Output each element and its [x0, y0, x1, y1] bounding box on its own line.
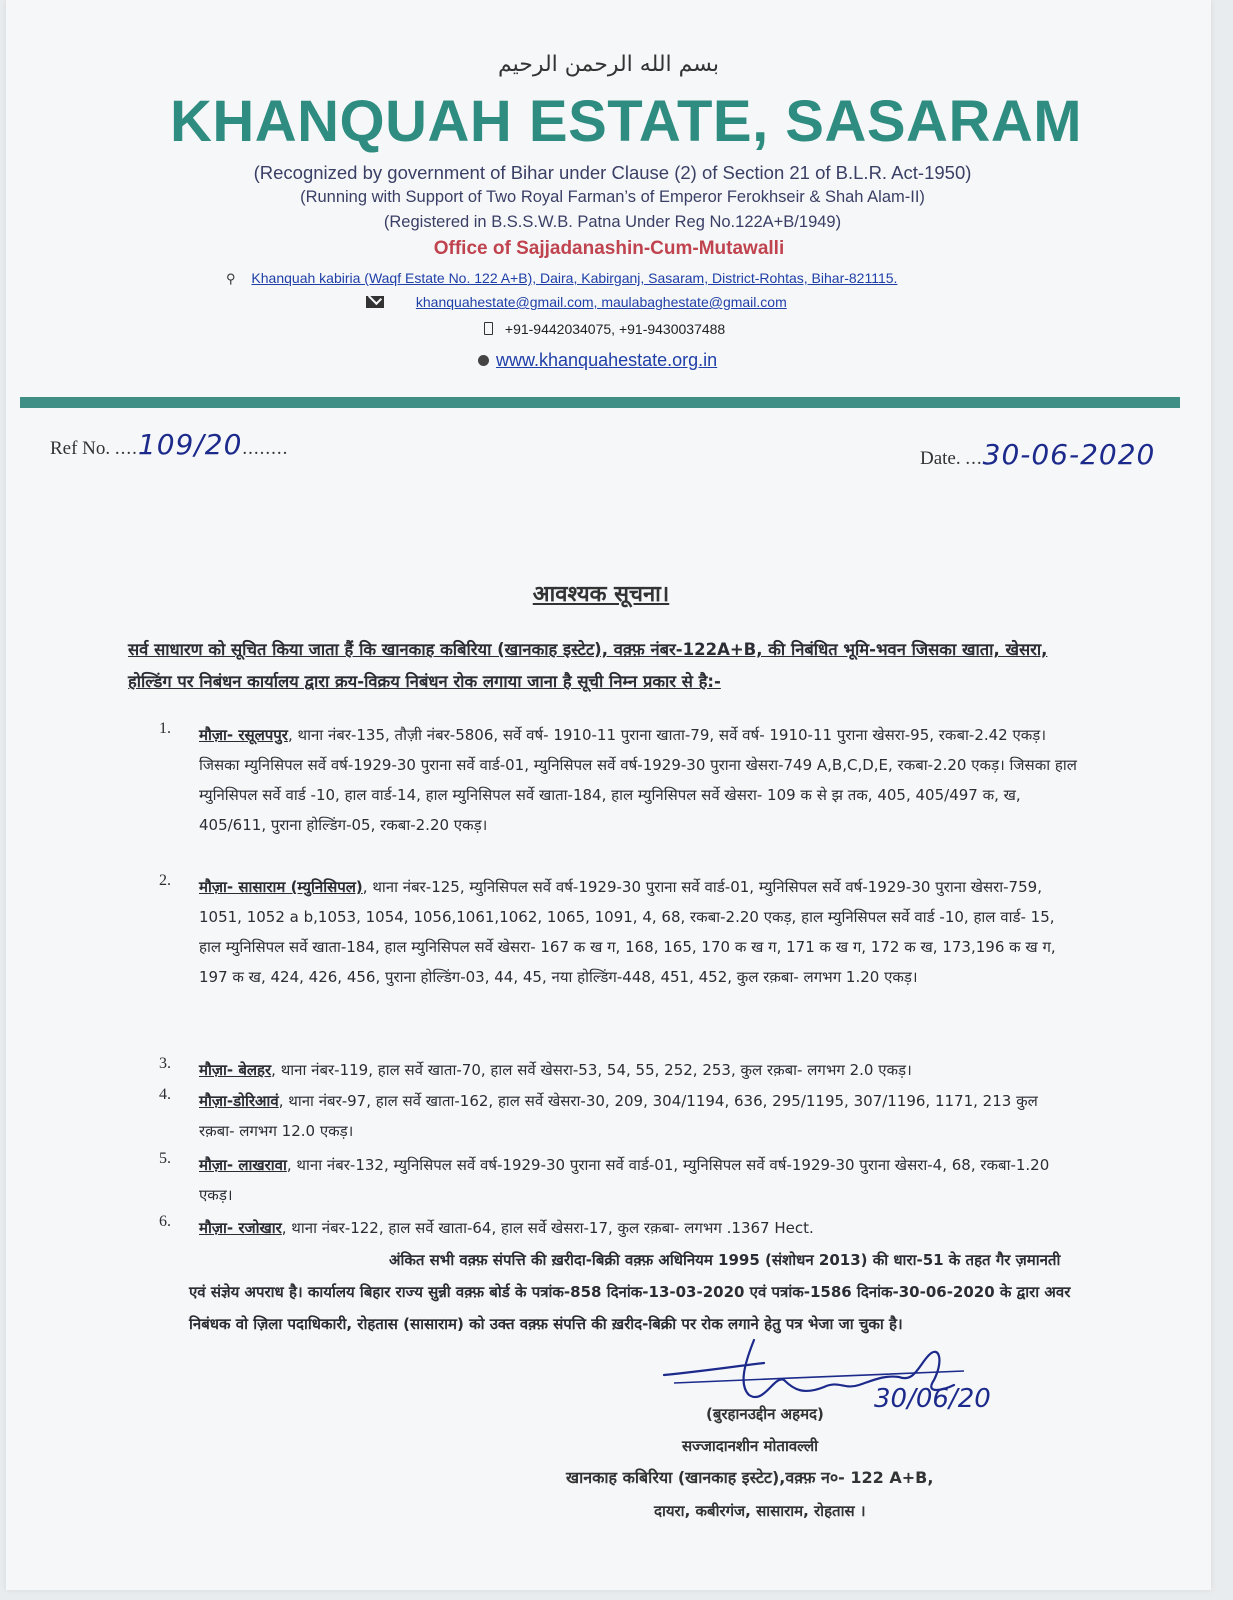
- signatory-name: (बुरहानउद्दीन अहमद): [706, 1405, 824, 1423]
- list-item: [159, 1213, 1077, 1243]
- farman-line: (Running with Support of Two Royal Farman’s of Emperor Ferokhseir & Shah Alam-II): [300, 188, 925, 206]
- phone-line: [484, 321, 725, 337]
- letter-page: [6, 0, 1211, 1590]
- address-text[interactable]: Khanquah kabiria (Waqf Estate No. 122 A+B), Daira, Kabirganj, Sasaram, District-Rohtas, Bihar-821115.: [251, 270, 898, 286]
- ref-value: 109/20: [137, 428, 243, 461]
- date-value: 30-06-2020: [982, 438, 1156, 471]
- item-number: 5.: [159, 1150, 171, 1167]
- mauza-name: मौज़ा- रजोखार: [199, 1219, 282, 1237]
- list-item: [159, 1150, 1077, 1210]
- closing-paragraph: अंकित सभी वक़्फ़ संपत्ति की ख़रीदा-बिक्री वक़्फ़ अधिनियम 1995 (संशोधन 2013) की धारा-51 के तहत गैर ज़मानती एवं संज्ञेय अपराध है। कार्यालय बिहार राज्य सुन्नी वक़्फ़ बोर्ड के पत्रांक-858 दिनांक-13-03-2020 एवं पत्रांक-1586 दिनांक-30-06-2020 के द्वारा अवर निबंधक वो ज़िला पदाधिकारी, रोहतास (सासाराम) को उक्त वक़्फ़ संपत्ति की ख़रीद-बिक्री पर रोक लगाने हेतु पत्र भेजा जा चुका है।: [189, 1251, 1071, 1333]
- mauza-name: मौज़ा- बेलहर: [199, 1061, 272, 1079]
- estate-title: KHANQUAH ESTATE, SASARAM: [169, 89, 1083, 154]
- phone-numbers: +91-9442034075, +91-9430037488: [504, 321, 726, 337]
- list-item: [159, 1055, 1077, 1085]
- registration-line: (Registered in B.S.S.W.B. Patna Under Reg No.122A+B/1949): [383, 213, 842, 231]
- signature-date: 30/06/20: [874, 1384, 991, 1414]
- item-number: 1.: [159, 720, 171, 737]
- list-item: [159, 720, 1077, 840]
- mauza-name: मौज़ा- लाखरावा: [199, 1156, 287, 1174]
- signatory-designation: सज्जादानशीन मोतावल्ली: [682, 1437, 818, 1455]
- date-field: Date. ...30-06-2020: [920, 438, 1156, 471]
- email-line: [366, 294, 787, 310]
- website-line: [478, 350, 717, 371]
- notice-intro: सर्व साधारण को सूचित किया जाता हैं कि खानकाह कबिरिया (खानकाह इस्टेट), वक़्फ़ नंबर-122A+B, की निबंधित भूमि-भवन जिसका खाता, खेसरा, होल्डिंग पर निबंधन कार्यालय द्वारा क्रय-विक्रय निबंधन रोक लगाया जाना है सूची निम्न प्रकार से है:-: [128, 640, 1048, 691]
- bismillah: بسم الله الرحمن الرحيم: [497, 52, 720, 77]
- signatory-place: दायरा, कबीरगंज, सासाराम, रोहतास ।: [654, 1502, 866, 1520]
- date-label: Date.: [920, 448, 961, 469]
- mauza-name: मौज़ा- रसूलपपुर: [199, 726, 288, 744]
- recognition-line: (Recognized by government of Bihar under Clause (2) of Section 21 of B.L.R. Act-1950): [253, 162, 972, 183]
- envelope-icon: [366, 296, 384, 308]
- list-item: [159, 1086, 1077, 1146]
- item-number: 3.: [159, 1055, 171, 1072]
- website-link[interactable]: www.khanquahestate.org.in: [496, 350, 718, 370]
- item-number: 4.: [159, 1086, 171, 1103]
- item-details: , थाना नंबर-135, तौज़ी नंबर-5806, सर्वे वर्ष- 1910-11 पुराना खाता-79, सर्वे वर्ष- 1910-11 पुराना खेसरा-95, रकबा-2.42 एकड़। जिसका म्युनिसिपल सर्वे वर्ष-1929-30 पुराना सर्वे वार्ड-01, म्युनिसिपल सर्वे वर्ष-1929-30 पुराना खेसरा-749 A,B,C,D,E, रकबा-2.20 एकड़। जिसका हाल म्युनिसिपल सर्वे वार्ड -10, हाल वार्ड-14, हाल म्युनिसिपल सर्वे खाता-184, हाल म्युनिसिपल सर्वे खेसरा- 109 क से झ तक, 405, 405/497 क, ख, 405/611, पुराना होल्डिंग-05, रकबा-2.20 एकड़।: [199, 726, 1077, 834]
- ref-number-field: Ref No. ....109/20........: [50, 428, 289, 461]
- globe-icon: [478, 355, 489, 366]
- email-links[interactable]: khanquahestate@gmail.com, maulabaghestate@gmail.com: [415, 294, 787, 310]
- office-title: Office of Sajjadanashin-Cum-Mutawalli: [433, 238, 785, 259]
- item-details: , थाना नंबर-132, म्युनिसिपल सर्वे वर्ष-1929-30 पुराना सर्वे वार्ड-01, म्युनिसिपल सर्वे वर्ष-1929-30 पुराना खेसरा-4, 68, रकबा-1.20 एकड़।: [199, 1156, 1050, 1204]
- item-number: 2.: [159, 872, 171, 889]
- mobile-phone-icon: [484, 322, 493, 335]
- header-divider: [20, 397, 1180, 408]
- item-details: , थाना नंबर-125, म्युनिसिपल सर्वे वर्ष-1929-30 पुराना सर्वे वार्ड-01, म्युनिसिपल सर्वे वर्ष-1929-30 पुराना खेसरा-759, 1051, 1052 a b,1053, 1054, 1056,1061,1062, 1065, 1091, 4, 68, रकबा-2.20 एकड़, हाल म्युनिसिपल सर्वे वार्ड -10, हाल वार्ड- 15, हाल म्युनिसिपल सर्वे खाता-184, हाल म्युनिसिपल सर्वे खेसरा- 167 क ख ग, 168, 165, 170 क ख ग, 171 क ख ग, 172 क ख, 173,196 क ख ग, 197 क ख, 424, 426, 456, पुराना होल्डिंग-03, 44, 45, नया होल्डिंग-448, 451, 452, कुल रक़बा- लगभग 1.20 एकड़।: [199, 878, 1056, 986]
- item-number: 6.: [159, 1213, 171, 1230]
- address-line: [226, 270, 897, 287]
- ref-label: Ref No.: [50, 438, 111, 459]
- notice-heading: आवश्यक सूचना।: [532, 582, 670, 607]
- mauza-name: मौज़ा-डोरिआवं: [199, 1092, 279, 1110]
- signatory-organization: खानकाह कबिरिया (खानकाह इस्टेट),वक़्फ़ न०- 122 A+B,: [566, 1468, 934, 1487]
- item-details: , थाना नंबर-119, हाल सर्वे खाता-70, हाल सर्वे खेसरा-53, 54, 55, 252, 253, कुल रक़बा- लगभग 2.0 एकड़।: [271, 1061, 912, 1079]
- item-details: , थाना नंबर-97, हाल सर्वे खाता-162, हाल सर्वे खेसरा-30, 209, 304/1194, 636, 295/1195, 307/1196, 1171, 213 कुल रक़बा- लगभग 12.0 एकड़।: [199, 1092, 1038, 1140]
- location-pin-icon: ⚲: [226, 271, 236, 286]
- item-details: , थाना नंबर-122, हाल सर्वे खाता-64, हाल सर्वे खेसरा-17, कुल रक़बा- लगभग .1367 Hect.: [281, 1219, 814, 1237]
- list-item: [159, 872, 1077, 992]
- mauza-name: मौज़ा- सासाराम (म्युनिसिपल): [199, 878, 363, 896]
